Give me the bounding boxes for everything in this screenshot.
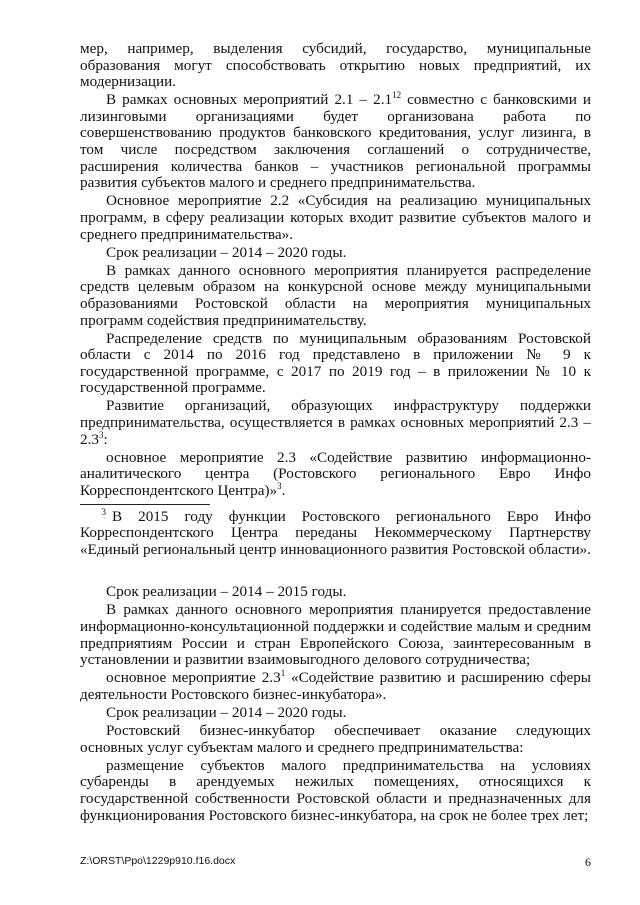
footnote-text: $^3$ В 2015 году функции Ростовского регионального Евро Инфо Корреспондентского Центра переданы Некоммерческому Партнерству «Единый региональный центр инновационного развития Ростовской области». — [80, 506, 591, 558]
paragraph: Распределение средств по муниципальным образованиям Ростовской области с 2014 по 2016 год представлено в приложении № 9 к государственной программе, с 2017 по 2019 год – в приложении № 10 к государственной программе. — [80, 329, 591, 397]
paragraph: Срок реализации – 2014 – 2020 годы. — [106, 703, 347, 721]
footnote-ref: 12 — [392, 90, 402, 101]
paragraph: Срок реализации – 2014 – 2015 годы. — [106, 583, 347, 601]
paragraph: Развитие организаций, образующих инфраструктуру поддержки предпринимательства, осуществляется в рамках основных мероприятий $2.3 - 2.3^3$: — [80, 397, 591, 448]
paragraph: основное мероприятие $2.3^1$ «Содействие развитию и расширению сферы деятельности Ростовского бизнес-инкубатора». — [80, 668, 591, 703]
file-path: Z:\ORST\Ppo\1229p910.f16.docx — [80, 855, 236, 867]
paragraph: В рамках данного основного мероприятия планируется предоставление информационно-консультационной поддержки и содействие малым и средним предприятиям России и стран Европейского Союза, заинтересованным в установлении и развитии взаимовыгодного делового сотрудничества; — [80, 601, 591, 669]
paragraph: В рамках данного основного мероприятия планируется распределение средств целевым образом на конкурсной основе между муниципальными образованиями Ростовской области на мероприятия муниципальных программ содействия предпринимательству. — [80, 261, 591, 329]
paragraph: В рамках основных мероприятий $2.1 - 2.1^{12}$ совместно с банковскими и лизинговыми организациями будет организована работа по совершенствованию продуктов банковского кредитования, услуг лизинга, в том числе посредством заключения соглашений о сотрудничестве, расширения количества банков – участников региональной программы развития субъектов малого и среднего предпринимательства. — [80, 90, 592, 192]
paragraph: Основное мероприятие 2.2 «Субсидия на реализацию муниципальных программ, в сферу реализации которых входит развитие субъектов малого и среднего предпринимательства». — [80, 192, 591, 243]
document-body — [80, 41, 591, 824]
footnote-separator — [80, 504, 210, 505]
footnote-ref: 3 — [98, 429, 104, 440]
paragraph: мер, например, выделения субсидий, государство, муниципальные образования могут способствовать открытию новых предприятий, их модернизации. — [80, 40, 591, 91]
footnote-ref: 3 — [277, 480, 282, 491]
paragraph: размещение субъектов малого предпринимательства на условиях субаренды в арендуемых нежилых помещениях, относящихся к государственной собственности Ростовской области и предназначенных для функционирования Ростовского бизнес-инкубатора, на срок не более трех лет; — [80, 756, 591, 824]
paragraph: основное мероприятие 2.3 «Содействие развитию информационно-аналитического центра (Ростовского регионального Евро Инфо Корреспондентского Центра)»$^3$. — [80, 448, 591, 499]
paragraph: Срок реализации – 2014 – 2020 годы. — [106, 243, 347, 261]
footnote-ref: 1 — [280, 668, 286, 679]
footnote — [80, 506, 591, 559]
paragraph: Ростовский бизнес-инкубатор обеспечивает оказание следующих основных услуг субъектам малого и среднего предпринимательства: — [80, 722, 591, 756]
page-number: 6 — [585, 855, 591, 869]
